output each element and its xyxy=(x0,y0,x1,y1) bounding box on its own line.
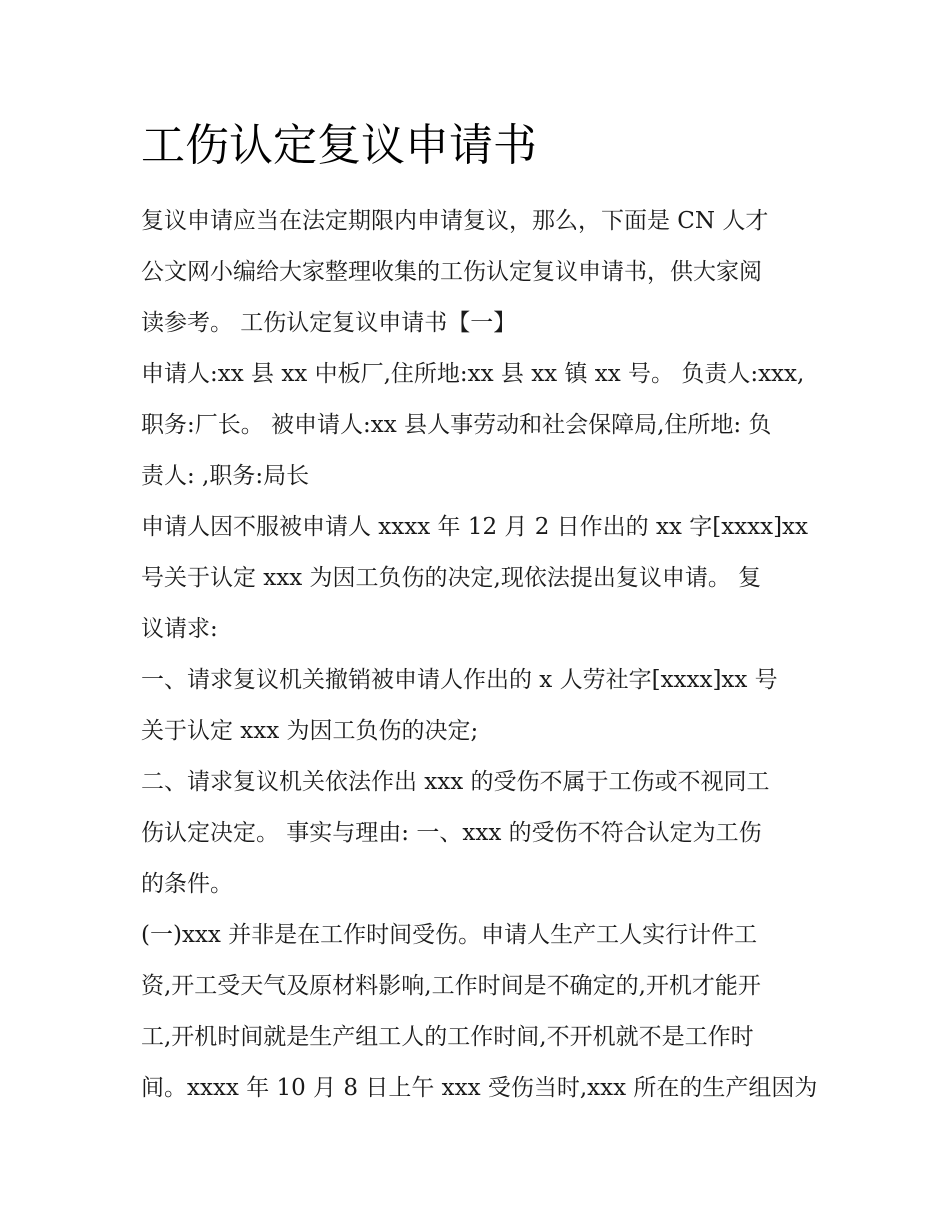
text-line: 复议申请应当在法定期限内申请复议，那么，下面是 CN 人才 xyxy=(141,208,769,234)
text-line: 申请人:xx 县 xx 中板厂,住所地:xx 县 xx 镇 xx 号。 负责人:xxx, xyxy=(141,361,805,387)
document-title: 工伤认定复议申请书 xyxy=(141,120,537,171)
text-line: 工,开机时间就是生产组工人的工作时间,不开机就不是工作时 xyxy=(141,1024,754,1050)
document-body xyxy=(141,196,821,1114)
text-line: 议请求: xyxy=(141,616,218,642)
text-line: 一、请求复议机关撤销被申请人作出的 x 人劳社字[xxxx]xx 号 xyxy=(141,667,778,693)
paragraph-request-one xyxy=(141,655,821,757)
text-line: 关于认定 xxx 为因工负伤的决定; xyxy=(141,718,479,744)
text-line: 号关于认定 xxx 为因工负伤的决定,现依法提出复议申请。 复 xyxy=(141,565,762,591)
paragraph-facts xyxy=(141,910,821,1114)
text-line: 责人: ,职务:局长 xyxy=(141,463,310,489)
text-line: (一)xxx 并非是在工作时间受伤。申请人生产工人实行计件工 xyxy=(141,922,758,948)
paragraph-parties xyxy=(141,349,821,502)
paragraph-application xyxy=(141,502,821,655)
text-line: 读参考。 工伤认定复议申请书【一】 xyxy=(141,310,517,336)
text-line: 二、请求复议机关依法作出 xxx 的受伤不属于工伤或不视同工 xyxy=(141,769,770,795)
text-line: 公文网小编给大家整理收集的工伤认定复议申请书，供大家阅 xyxy=(141,259,762,285)
text-line: 的条件。 xyxy=(141,871,233,897)
text-line: 间。xxxx 年 10 月 8 日上午 xxx 受伤当时,xxx 所在的生产组因为 xyxy=(141,1075,818,1101)
text-line: 申请人因不服被申请人 xxxx 年 12 月 2 日作出的 xx 字[xxxx]xx xyxy=(141,514,808,540)
text-line: 伤认定决定。 事实与理由: 一、xxx 的受伤不符合认定为工伤 xyxy=(141,820,762,846)
paragraph-intro xyxy=(141,196,821,349)
text-line: 资,开工受天气及原材料影响,工作时间是不确定的,开机才能开 xyxy=(141,973,761,999)
paragraph-request-two xyxy=(141,757,821,910)
text-line: 职务:厂长。 被申请人:xx 县人事劳动和社会保障局,住所地: 负 xyxy=(141,412,772,438)
